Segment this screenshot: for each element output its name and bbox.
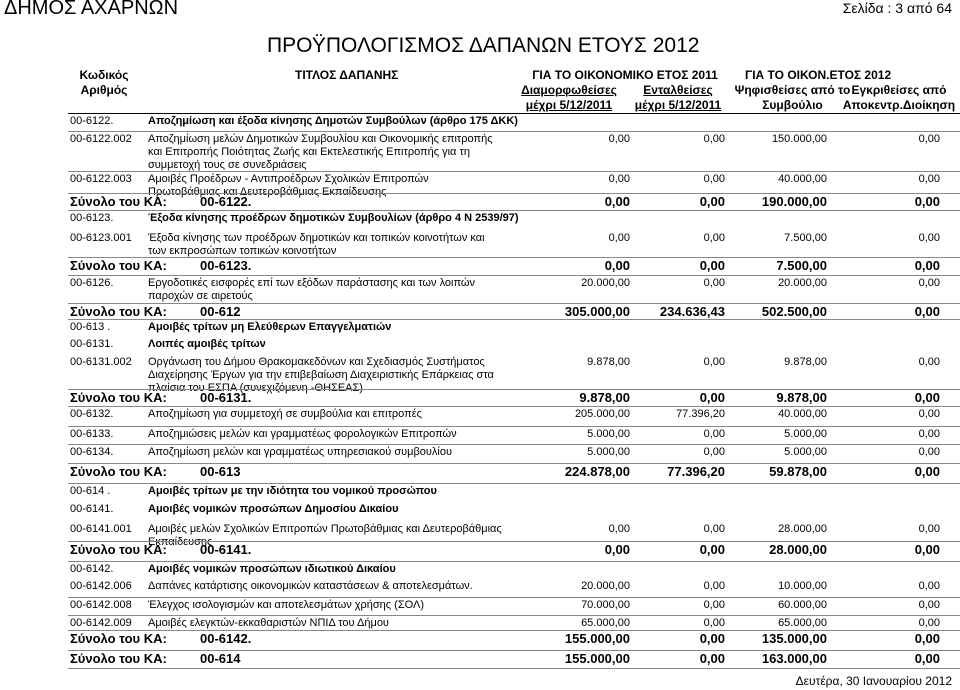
- value-c4: 0,00: [918, 599, 940, 611]
- total-label: Σύνολο του ΚΑ:: [70, 304, 167, 319]
- value-c2: 77.396,20: [676, 408, 725, 420]
- row-description: Αμοιβές τρίτων μη Ελεύθερων Επαγγελματιών: [148, 321, 392, 333]
- total-label: Σύνολο του ΚΑ:: [70, 258, 167, 273]
- row-code: 00-614 .: [70, 485, 111, 497]
- page-title: ΠΡΟΫΠΟΛΟΓΙΣΜΟΣ ΔΑΠΑΝΩΝ ΕΤΟΥΣ 2012: [267, 34, 700, 57]
- total-label: Σύνολο του ΚΑ:: [70, 194, 167, 209]
- value-c2: 0,00: [699, 651, 725, 666]
- value-c2: 0,00: [703, 133, 725, 145]
- value-c3: 28.000,00: [778, 523, 827, 535]
- value-c3: 20.000,00: [778, 277, 827, 289]
- row-code: 00-6131.002: [70, 356, 132, 368]
- row-separator: [68, 275, 960, 276]
- value-c4: 0,00: [914, 464, 940, 479]
- value-c2: 0,00: [703, 599, 725, 611]
- row-description: Έξοδα κίνησης προέδρων δημοτικών Συμβουλίων (άρθρο 4 Ν 2539/97): [148, 212, 519, 224]
- row-description: Αμοιβές ελεγκτών-εκκαθαριστών ΝΠΙΔ του Δήμου: [148, 617, 389, 629]
- value-c3: 5.000,00: [784, 428, 827, 440]
- total-label: Σύνολο του ΚΑ:: [70, 542, 167, 557]
- header-rule: [68, 113, 960, 114]
- value-c4: 0,00: [914, 542, 940, 557]
- col-code-header: Κωδικός Αριθμός: [79, 68, 129, 97]
- value-c1: 155.000,00: [564, 651, 630, 666]
- row-separator: [68, 561, 960, 562]
- value-c1: 70.000,00: [581, 599, 630, 611]
- value-c4: 0,00: [918, 232, 940, 244]
- value-c1: 0,00: [608, 173, 630, 185]
- value-c3: 10.000,00: [778, 580, 827, 592]
- row-separator: [68, 615, 960, 616]
- total-label: Σύνολο του ΚΑ:: [70, 631, 167, 646]
- value-c4: 0,00: [918, 523, 940, 535]
- total-code: 00-612: [200, 304, 241, 319]
- value-c2: 0,00: [703, 173, 725, 185]
- value-c1: 65.000,00: [581, 617, 630, 629]
- value-c4: 0,00: [914, 390, 940, 405]
- col-c4-header: Εγκριθείσες από Αποκεντρ.Διοίκηση: [842, 83, 956, 112]
- footer-date: Δευτέρα, 30 Ιανουαρίου 2012: [795, 674, 952, 688]
- col-c1-header: Διαμορφωθείσες μέχρι 5/12/2011: [521, 83, 617, 112]
- row-description: Αμοιβές τρίτων με την ιδιότητα του νομικού προσώπου: [148, 485, 437, 497]
- row-code: 00-6133.: [70, 428, 114, 440]
- value-c3: 28.000,00: [769, 542, 827, 557]
- row-separator: [68, 210, 960, 211]
- value-c2: 0,00: [703, 580, 725, 592]
- row-code: 00-6142.008: [70, 599, 132, 611]
- value-c2: 0,00: [703, 523, 725, 535]
- row-code: 00-6132.: [70, 408, 114, 420]
- value-c1: 155.000,00: [564, 631, 630, 646]
- value-c4: 0,00: [914, 258, 940, 273]
- row-separator: [68, 483, 960, 484]
- total-label: Σύνολο του ΚΑ:: [70, 651, 167, 666]
- org-name: ΔΗΜΟΣ ΑΧΑΡΝΩΝ: [4, 0, 179, 19]
- value-c2: 0,00: [699, 390, 725, 405]
- value-c2: 0,00: [703, 277, 725, 289]
- value-c1: 0,00: [608, 232, 630, 244]
- row-code: 00-6123.: [70, 212, 114, 224]
- value-c1: 224.878,00: [564, 464, 630, 479]
- value-c2: 0,00: [699, 542, 725, 557]
- value-c2: 0,00: [703, 446, 725, 458]
- row-separator: [68, 444, 960, 445]
- row-code: 00-6142.: [70, 563, 114, 575]
- value-c2: 77.396,20: [667, 464, 725, 479]
- row-description: Αποζημίωση για συμμετοχή σε συμβούλια και επιτροπές: [148, 408, 422, 420]
- value-c4: 0,00: [918, 580, 940, 592]
- total-label: Σύνολο του ΚΑ:: [70, 390, 167, 405]
- total-code: 00-6123.: [200, 258, 252, 273]
- value-c1: 9.878,00: [579, 390, 630, 405]
- col-c2-header: Ενταλθείσες μέχρι 5/12/2011: [634, 83, 722, 112]
- row-code: 00-6131.: [70, 338, 114, 350]
- row-description: Αποζημίωση μελών και γραμματέως υπηρεσιακού συμβουλίου: [148, 446, 452, 458]
- total-code: 00-613: [200, 464, 241, 479]
- value-c3: 190.000,00: [761, 194, 827, 209]
- row-separator: [68, 319, 960, 320]
- value-c1: 0,00: [604, 542, 630, 557]
- value-c3: 65.000,00: [778, 617, 827, 629]
- row-description: Αποζημίωση μελών Δημοτικών Συμβουλίου και Οικονομικής επιτροπής και Επιτροπής Ποιότητας Ζωής και Εκτελεστικής Επιτροπής για τη συμμετοχή τους σε συνεδριάσεις: [148, 133, 493, 171]
- row-code: 00-6142.006: [70, 580, 132, 592]
- value-c2: 0,00: [703, 428, 725, 440]
- total-code: 00-6122.: [200, 194, 252, 209]
- col-title-header: ΤΙΤΛΟΣ ΔΑΠΑΝΗΣ: [295, 68, 399, 82]
- value-c2: 0,00: [699, 194, 725, 209]
- value-c3: 7.500,00: [776, 258, 827, 273]
- value-c1: 5.000,00: [587, 428, 630, 440]
- row-code: 00-6123.001: [70, 232, 132, 244]
- value-c2: 0,00: [699, 631, 725, 646]
- row-description: Αμοιβές νομικών προσώπων ιδιωτικού Δικαίου: [148, 563, 396, 575]
- value-c3: 502.500,00: [761, 304, 827, 319]
- row-code: 00-613 .: [70, 321, 111, 333]
- value-c4: 0,00: [918, 428, 940, 440]
- total-label: Σύνολο του ΚΑ:: [70, 464, 167, 479]
- row-separator: [68, 406, 960, 407]
- row-code: 00-6141.001: [70, 523, 132, 535]
- row-description: Αμοιβές Προέδρων - Αντιπροέδρων Σχολικών Επιτροπών Πρωτοβάθμιας και Δευτεροβάθμιας Εκπαίδευσης: [148, 173, 429, 198]
- row-separator: [68, 597, 960, 598]
- value-c4: 0,00: [918, 173, 940, 185]
- row-description: Εργοδοτικές εισφορές επί των εξόδων παράστασης και των λοιπών παροχών σε αιρετούς: [148, 277, 475, 302]
- value-c3: 59.878,00: [769, 464, 827, 479]
- value-c4: 0,00: [918, 277, 940, 289]
- value-c4: 0,00: [918, 617, 940, 629]
- value-c3: 40.000,00: [778, 408, 827, 420]
- value-c4: 0,00: [918, 356, 940, 368]
- value-c1: 0,00: [608, 523, 630, 535]
- row-description: Δαπάνες κατάρτισης οικονομικών καταστάσεων & αποτελεσμάτων.: [148, 580, 473, 592]
- value-c4: 0,00: [918, 133, 940, 145]
- value-c1: 0,00: [608, 133, 630, 145]
- row-code: 00-6122.002: [70, 133, 132, 145]
- value-c3: 5.000,00: [784, 446, 827, 458]
- value-c4: 0,00: [918, 408, 940, 420]
- value-c2: 0,00: [703, 232, 725, 244]
- value-c2: 0,00: [703, 356, 725, 368]
- row-description: Λοιπές αμοιβές τρίτων: [148, 338, 266, 350]
- col-fy2012-header: ΓΙΑ ΤΟ ΟΙΚΟΝ.ΕΤΟΣ 2012: [745, 68, 892, 82]
- value-c3: 40.000,00: [778, 173, 827, 185]
- value-c1: 205.000,00: [574, 408, 630, 420]
- value-c4: 0,00: [914, 631, 940, 646]
- row-description: Αμοιβές μελών Σχολικών Επιτροπών Πρωτοβάθμιας και Δευτεροβάθμιας Εκπαίδευσης: [148, 523, 502, 548]
- value-c3: 60.000,00: [778, 599, 827, 611]
- total-code: 00-6142.: [200, 631, 252, 646]
- value-c3: 163.000,00: [761, 651, 827, 666]
- value-c3: 7.500,00: [784, 232, 827, 244]
- value-c1: 5.000,00: [587, 446, 630, 458]
- value-c1: 20.000,00: [581, 580, 630, 592]
- page-indicator: Σελίδα : 3 από 64: [842, 0, 952, 16]
- value-c3: 150.000,00: [771, 133, 827, 145]
- row-separator: [68, 131, 960, 132]
- value-c4: 0,00: [914, 194, 940, 209]
- row-separator: [68, 426, 960, 427]
- col-c3-header: Ψηφισθείσες από το Συμβούλιο: [734, 83, 851, 112]
- row-description: Έξοδα κίνησης των προέδρων δημοτικών και τοπικών κοινοτήτων και των εκπροσώπων τοπικών κοινοτήτων: [148, 232, 485, 257]
- value-c1: 0,00: [604, 194, 630, 209]
- row-description: Οργάνωση του Δήμου Θρακομακεδόνων και Σχεδιασμός Συστήματος Διαχείρησης Έργων για την επιβεβαίωση Διαχειριστικής Επάρκειας στα πλαίσια του ΕΣΠΑ (συνεχιζόμενη -ΘΗΣΕΑΣ): [148, 356, 494, 394]
- row-code: 00-6141.: [70, 503, 114, 515]
- value-c1: 9.878,00: [587, 356, 630, 368]
- value-c4: 0,00: [914, 651, 940, 666]
- value-c1: 305.000,00: [564, 304, 630, 319]
- value-c3: 9.878,00: [784, 356, 827, 368]
- row-code: 00-6122.003: [70, 173, 132, 185]
- row-separator: [68, 171, 960, 172]
- total-code: 00-6141.: [200, 542, 252, 557]
- row-separator: [68, 668, 960, 669]
- row-code: 00-6122.: [70, 115, 114, 127]
- row-description: Αποζημίωση και έξοδα κίνησης Δημοτών Συμβούλων (άρθρο 175 ΔΚΚ): [148, 115, 518, 127]
- total-code: 00-614: [200, 651, 241, 666]
- value-c4: 0,00: [914, 304, 940, 319]
- total-code: 00-6131.: [200, 390, 252, 405]
- value-c2: 234.636,43: [659, 304, 725, 319]
- row-code: 00-6126.: [70, 277, 114, 289]
- value-c2: 0,00: [699, 258, 725, 273]
- value-c4: 0,00: [918, 446, 940, 458]
- row-description: Αμοιβές νομικών προσώπων Δημοσίου Δικαίου: [148, 503, 399, 515]
- row-code: 00-6142.009: [70, 617, 132, 629]
- row-description: Αποζημιώσεις μελών και γραμματέως φορολογικών Επιτροπών: [148, 428, 457, 440]
- value-c2: 0,00: [703, 617, 725, 629]
- value-c3: 135.000,00: [761, 631, 827, 646]
- value-c3: 9.878,00: [776, 390, 827, 405]
- col-fy2011-header: ΓΙΑ ΤΟ ΟΙΚΟΝΟΜΙΚΟ ΕΤΟΣ 2011: [532, 68, 718, 82]
- row-code: 00-6134.: [70, 446, 114, 458]
- value-c1: 0,00: [604, 258, 630, 273]
- value-c1: 20.000,00: [581, 277, 630, 289]
- row-description: Έλεγχος ισολογισμών και αποτελεσμάτων χρήσης (ΣΟΛ): [148, 599, 424, 611]
